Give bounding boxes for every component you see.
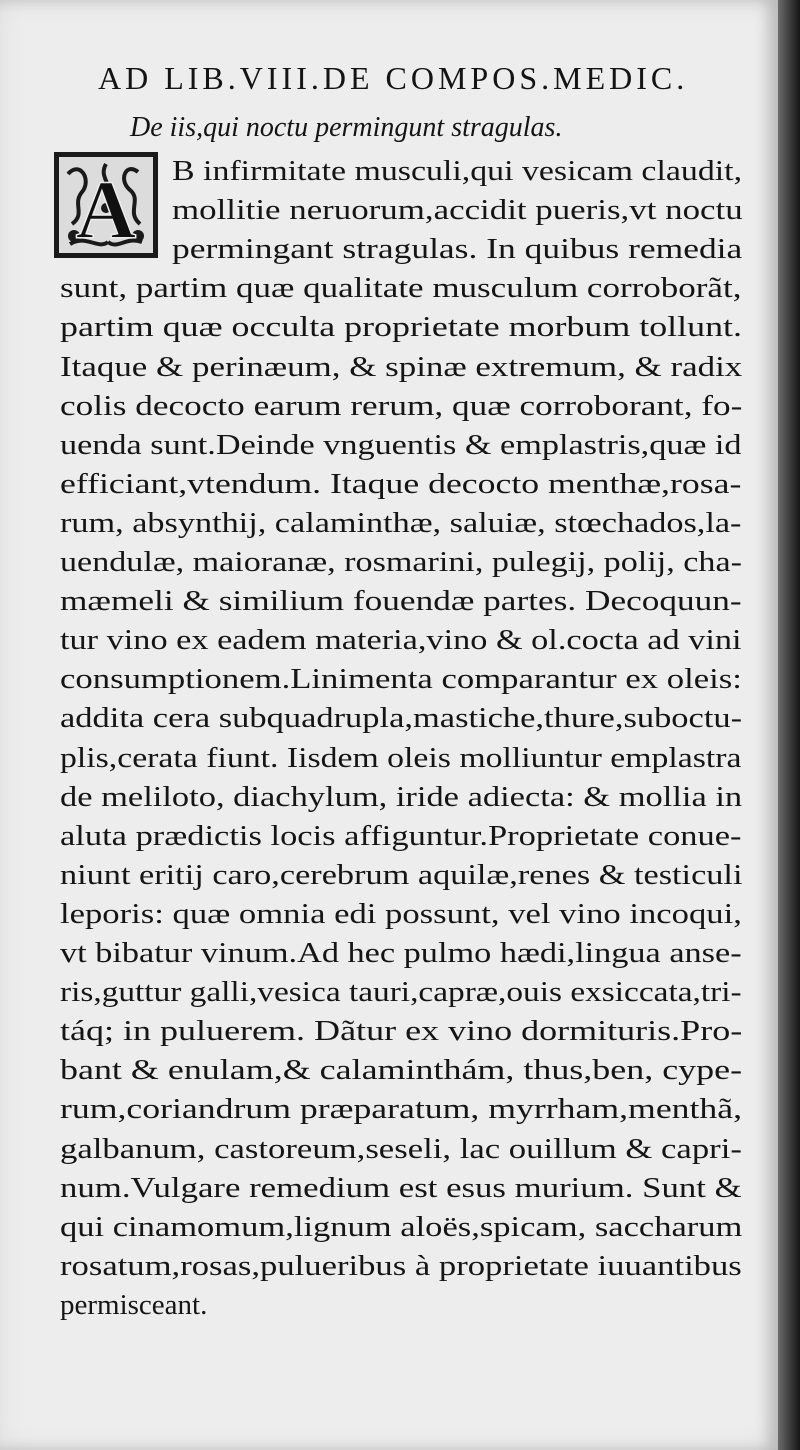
text-line: niunt eritij caro,cerebrum aquilæ,renes & testiculi: [60, 858, 743, 891]
text-line: partim quæ occulta proprietate morbum tollunt.: [60, 311, 742, 344]
text-line: leporis: quæ omnia edi possunt, vel vino incoqui,: [60, 897, 742, 930]
text-line: sunt, partim quæ qualitate musculum corroborãt,: [60, 272, 742, 305]
text-line: galbanum, castoreum,seseli, lac ouillum & capri-: [60, 1132, 742, 1165]
text-line: B infirmitate musculi,qui vesicam claudit,: [172, 155, 743, 187]
section-title: De iis,qui noctu permingunt stragulas.: [130, 112, 563, 143]
running-header: AD LIB.VIII.DE COMPOS.MEDIC.: [98, 60, 689, 96]
text-line: táq; in puluerem. Dãtur ex vino dormituris.Pro-: [60, 1015, 743, 1048]
text-line: tur vino ex eadem materia,vino & ol.cocta ad vini: [60, 624, 742, 657]
text-line: permingant stragulas. In quibus remedia: [172, 233, 743, 266]
text-line: rum,coriandrum præparatum, myrrham,menthã,: [60, 1093, 743, 1126]
text-line: num.Vulgare remedium est esus murium. Sunt &: [60, 1171, 742, 1204]
text-line: uendulæ, maioranæ, rosmarini, pulegij, polij, cha-: [60, 546, 742, 578]
text-line: de meliloto, diachylum, iride adiecta: & mollia in: [60, 780, 743, 813]
decorated-initial: [52, 150, 160, 260]
text-line: plis,cerata fiunt. Iisdem oleis molliuntur emplastra: [60, 741, 742, 774]
text-line: mæmeli & similium fouendæ partes. Decoquun-: [60, 585, 742, 618]
text-line: permisceant.: [60, 1288, 208, 1321]
text-line: qui cinamomum,lignum aloës,spicam, saccharum: [60, 1210, 743, 1243]
text-line: mollitie neruorum,accidit pueris,vt noctu: [172, 194, 743, 227]
text-line: rum, absynthij, calaminthæ, saluiæ, stœchados,la-: [60, 506, 742, 539]
text-line: addita cera subquadrupla,mastiche,thure,suboctu-: [60, 702, 743, 735]
text-line: efficiant,vtendum. Itaque decocto menthæ,rosa-: [60, 467, 742, 500]
text-line: rosatum,rosas,pulueribus à proprietate iuuantibus: [60, 1249, 742, 1282]
text-line: Itaque & perinæum, & spinæ extremum, & radix: [60, 350, 743, 383]
text-line: bant & enulam,& calaminthám, thus,ben, cype-: [60, 1054, 743, 1087]
text-line: vt bibatur vinum.Ad hec pulmo hædi,lingua anse-: [60, 937, 742, 969]
page-edge-shadow: [778, 0, 800, 1450]
initial-letter: A: [75, 164, 137, 257]
text-line: consumptionem.Linimenta comparantur ex oleis:: [60, 663, 742, 696]
text-line: aluta prædictis locis affiguntur.Proprietate conue-: [60, 819, 742, 852]
text-line: uenda sunt.Deinde vnguentis & emplastris,quæ id: [60, 428, 742, 461]
text-line: ris,guttur galli,vesica tauri,capræ,ouis exsiccata,tri-: [60, 976, 742, 1009]
text-line: colis decocto earum rerum, quæ corroborant, fo-: [60, 389, 743, 422]
